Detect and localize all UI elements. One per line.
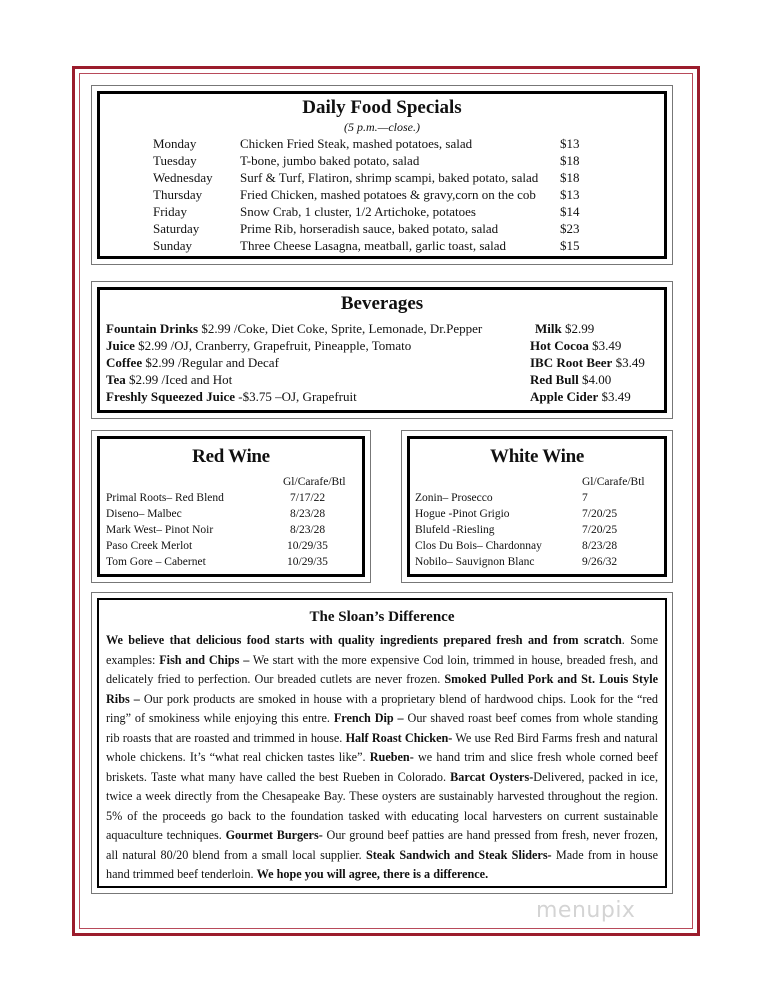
- wine-name: Diseno– Malbec: [106, 508, 182, 520]
- white-wine-title: White Wine: [490, 446, 584, 467]
- difference-segment: Our pork products are smoked in house with a proprietary blend of hardwood chips. Look for the “red ring” of smokiness while enjoying this entre.: [106, 691, 658, 725]
- difference-title: The Sloan’s Difference: [309, 609, 455, 625]
- beverage-name: Freshly Squeezed Juice: [106, 389, 236, 404]
- difference-segment: Made from in house hand trimmed beef tenderloin.: [106, 847, 658, 881]
- special-day: Thursday: [153, 187, 203, 202]
- beverage-name: Apple Cider: [530, 389, 599, 404]
- special-dish: T-bone, jumbo baked potato, salad: [240, 153, 420, 168]
- wine-item: [415, 492, 588, 504]
- special-dish: Prime Rib, horseradish sauce, baked potato, salad: [240, 221, 499, 236]
- beverage-item: [106, 372, 232, 388]
- difference-text: [106, 631, 658, 885]
- wine-name: Zonin– Prosecco: [415, 492, 493, 504]
- wine-price: 10/29/35: [287, 540, 328, 552]
- special-price: $18: [560, 153, 580, 168]
- beverage-name: Fountain Drinks: [106, 321, 199, 336]
- wine-price: 7/20/25: [582, 524, 618, 536]
- red-wine-box: [91, 430, 371, 583]
- special-price: $13: [560, 136, 580, 151]
- difference-heading: Gourmet Burgers-: [225, 828, 323, 842]
- special-day: Tuesday: [153, 153, 197, 168]
- red-wine-title: Red Wine: [192, 446, 270, 467]
- wine-column-header: Gl/Carafe/Btl: [283, 476, 346, 488]
- wine-price: 9/26/32: [582, 556, 618, 568]
- difference-segment: Our shaved roast beef comes from whole standing rib roasts that are roasted and trimmed in house.: [106, 711, 658, 745]
- specials-title: Daily Food Specials: [302, 97, 462, 118]
- difference-segment: Delivered, packed in ice, twice a week directly from the Chesapeake Bay. These oysters are sustainably harvested throughout the region. 5% of the proceeds go back to the foundation tasked with educating local harvesters on current sustainable aquaculture techniques.: [106, 769, 658, 842]
- beverage-name: IBC Root Beer: [530, 355, 613, 370]
- difference-closing: We hope you will agree, there is a difference.: [256, 867, 489, 881]
- wine-price: 10/29/35: [287, 556, 328, 568]
- difference-segment: . Some examples:: [106, 633, 658, 667]
- beverage-detail: $3.49: [598, 389, 631, 404]
- special-dish: Fried Chicken, mashed potatoes & gravy,corn on the cob: [240, 187, 536, 202]
- wine-price: 8/23/28: [582, 540, 618, 552]
- difference-segment: We start with the more expensive Cod loin, trimmed in house, breaded fresh, and delicately fried to perfection. Our breaded cutlets are never frozen.: [106, 652, 658, 686]
- special-day: Saturday: [153, 221, 200, 236]
- wine-column-header: Gl/Carafe/Btl: [582, 476, 645, 488]
- wine-price: 7/17/22: [290, 492, 326, 504]
- menupix-watermark: menupix: [536, 898, 636, 923]
- difference-heading: Half Roast Chicken-: [345, 730, 453, 745]
- wine-item: [106, 540, 328, 552]
- difference-segment: we hand trim and slice fresh whole corned beef briskets. Taste what many have called the best Rueben in Colorado.: [106, 750, 658, 784]
- wine-name: Hogue -Pinot Grigio: [415, 508, 510, 520]
- beverage-name: Juice: [106, 338, 135, 353]
- beverage-name: Red Bull: [530, 372, 579, 387]
- wine-price: 7/20/25: [582, 508, 618, 520]
- special-price: $18: [560, 170, 580, 185]
- wine-item: [106, 556, 328, 568]
- wine-item: [415, 540, 618, 552]
- beverage-name: Hot Cocoa: [530, 338, 589, 353]
- beverage-item: [106, 338, 411, 354]
- difference-heading: Rueben-: [369, 750, 414, 764]
- difference-heading: Fish and Chips –: [159, 652, 250, 667]
- difference-segment: We use Red Bird Farms fresh and natural whole chickens. It’s “what real chicken tastes like”.: [106, 730, 658, 764]
- difference-segment: Our ground beef patties are hand pressed from fresh, never frozen, all natural 80/20 blend from a small local supplier.: [106, 828, 658, 862]
- beverage-detail: $2.99 /Iced and Hot: [125, 372, 233, 387]
- special-dish: Chicken Fried Steak, mashed potatoes, salad: [240, 136, 473, 151]
- beverage-name: Tea: [106, 372, 126, 387]
- special-price: $14: [560, 204, 580, 219]
- wine-name: Paso Creek Merlot: [106, 540, 193, 552]
- wine-item: [415, 556, 618, 568]
- special-day: Monday: [153, 136, 197, 151]
- sloans-difference-box: [91, 592, 673, 894]
- difference-intro: We believe that delicious food starts with quality ingredients prepared fresh and from scratch: [106, 633, 622, 647]
- beverage-detail: -$3.75 –OJ, Grapefruit: [235, 389, 357, 404]
- beverage-detail: $2.99 /OJ, Cranberry, Grapefruit, Pineapple, Tomato: [134, 338, 412, 353]
- wine-item: [106, 508, 326, 520]
- difference-heading: Barcat Oysters-: [450, 769, 534, 784]
- beverage-item: [530, 355, 645, 371]
- special-day: Sunday: [153, 238, 192, 253]
- wine-item: [106, 492, 326, 504]
- beverage-item: [106, 355, 279, 371]
- beverage-detail: $4.00: [578, 372, 612, 387]
- special-dish: Surf & Turf, Flatiron, shrimp scampi, baked potato, salad: [240, 170, 539, 185]
- beverage-detail: $3.49: [588, 338, 622, 353]
- special-price: $15: [560, 238, 580, 253]
- wine-name: Blufeld -Riesling: [415, 524, 495, 536]
- beverages-title: Beverages: [340, 293, 424, 314]
- wine-price: 8/23/28: [290, 524, 326, 536]
- beverage-item: [535, 321, 594, 337]
- beverages-box: [91, 281, 673, 419]
- beverage-item: [106, 321, 482, 337]
- beverage-item: [530, 389, 631, 405]
- difference-heading: Smoked Pulled Pork and St. Louis Style Ribs –: [106, 672, 659, 706]
- difference-heading: Steak Sandwich and Steak Sliders-: [365, 847, 552, 862]
- difference-heading: French Dip –: [333, 711, 404, 725]
- wine-price: 8/23/28: [290, 508, 326, 520]
- wine-name: Nobilo– Sauvignon Blanc: [415, 556, 535, 568]
- wine-name: Mark West– Pinot Noir: [106, 524, 214, 536]
- wine-price: 7: [582, 492, 588, 504]
- wine-name: Clos Du Bois– Chardonnay: [415, 540, 542, 552]
- wine-name: Tom Gore – Cabernet: [106, 556, 206, 568]
- specials-subtitle: (5 p.m.—close.): [344, 120, 420, 134]
- wine-item: [106, 524, 326, 536]
- special-dish: Snow Crab, 1 cluster, 1/2 Artichoke, potatoes: [240, 204, 476, 219]
- beverage-detail: $2.99 /Coke, Diet Coke, Sprite, Lemonade, Dr.Pepper: [198, 321, 483, 336]
- special-price: $13: [560, 187, 580, 202]
- wine-item: [415, 524, 618, 536]
- beverage-detail: $2.99 /Regular and Decaf: [142, 355, 279, 370]
- beverage-item: [106, 389, 357, 405]
- daily-specials-box: [91, 85, 673, 265]
- beverage-name: Milk: [535, 321, 562, 336]
- white-wine-box: [401, 430, 673, 583]
- wine-name: Primal Roots– Red Blend: [106, 492, 224, 504]
- special-day: Wednesday: [153, 170, 213, 185]
- beverage-detail: $2.99: [561, 321, 595, 336]
- beverage-item: [530, 338, 621, 354]
- beverage-detail: $3.49: [612, 355, 645, 370]
- special-day: Friday: [153, 204, 187, 219]
- special-price: $23: [560, 221, 580, 236]
- special-dish: Three Cheese Lasagna, meatball, garlic toast, salad: [240, 238, 507, 253]
- wine-item: [415, 508, 618, 520]
- beverage-item: [530, 372, 611, 388]
- beverage-name: Coffee: [106, 355, 143, 370]
